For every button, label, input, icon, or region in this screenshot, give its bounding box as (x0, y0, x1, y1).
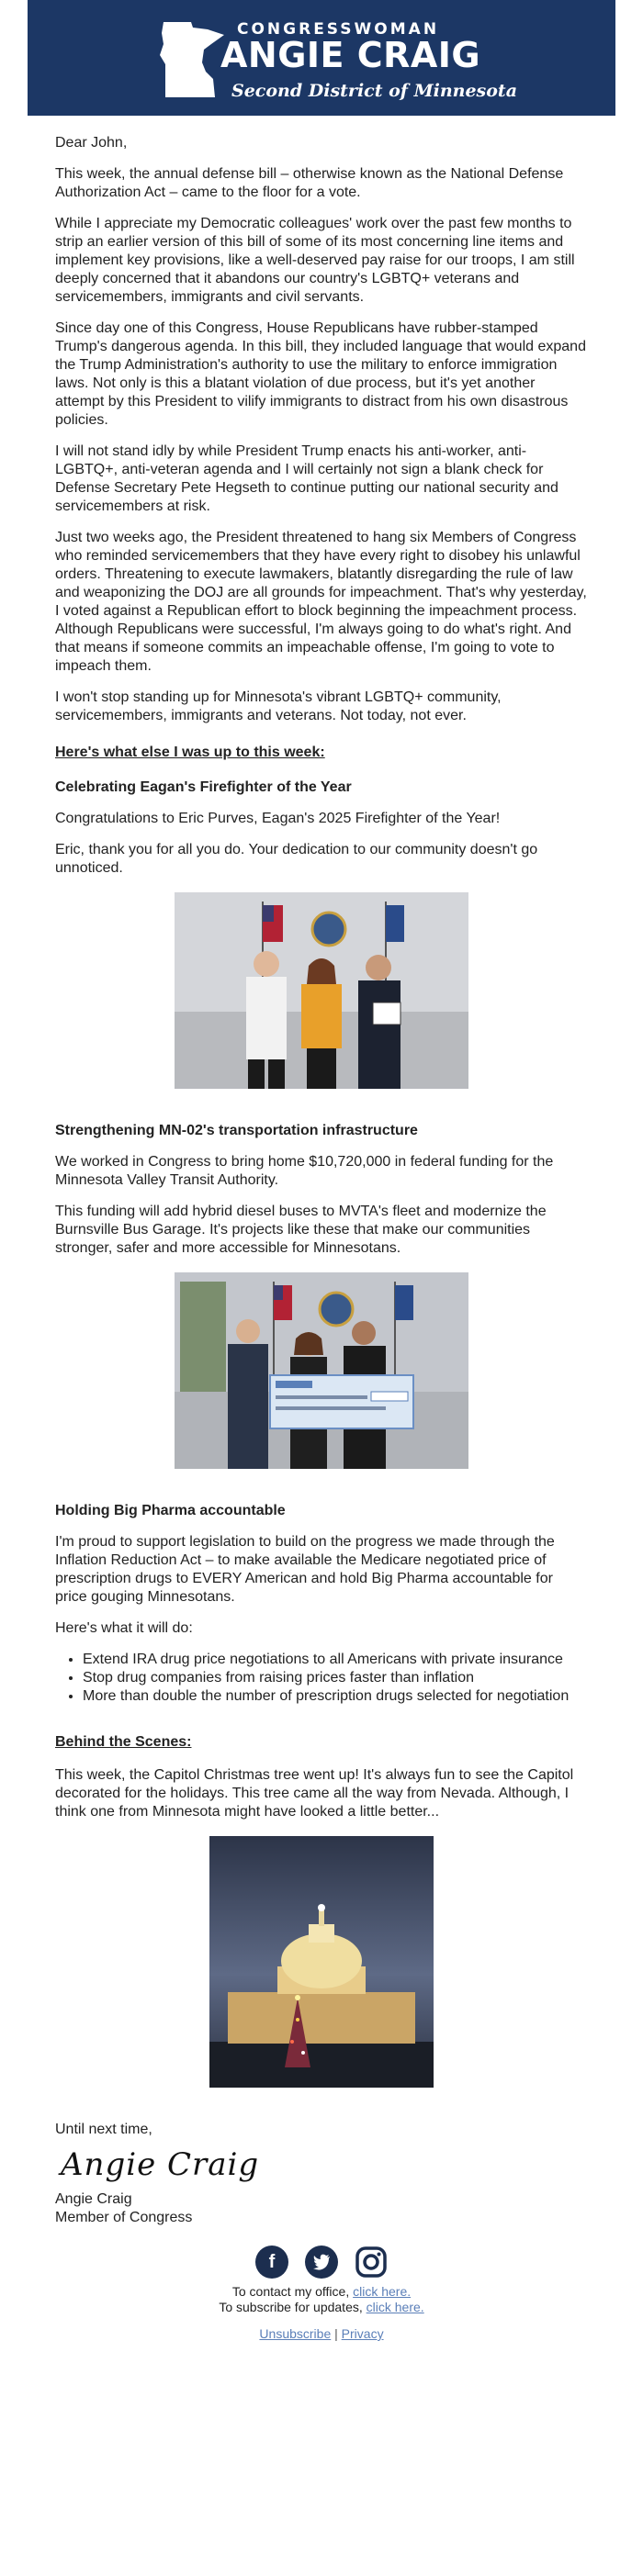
firefighter-paragraph: Eric, thank you for all you do. Your dedication to our community doesn't go unnoticed. (55, 842, 538, 876)
intro-paragraph: Just two weeks ago, the President threatened to hang six Members of Congress who reminded servicemembers that they have every right to disobey his unlawful orders. Threatening to execute lawmakers, blatantly disregarding the rule of law and weaponizing the DOJ are all grounds for impeachment. That's why yesterday, I voted against a Republican effort to block beginning the impeachment process. Although Republicans were successful, I'm always going to do what's right. And that means if someone commits an impeachable offense, I'm going to vote to impeach them. (55, 530, 587, 674)
pharma-bullet-list (55, 1651, 588, 1706)
social-links (55, 2246, 588, 2279)
scenes-heading: Behind the Scenes: (55, 1734, 192, 1750)
subscribe-text: To subscribe for updates, (219, 2300, 367, 2314)
facebook-icon[interactable]: f (255, 2246, 288, 2279)
list-item: • More than double the number of prescription drugs selected for negotiation (83, 1687, 588, 1706)
firefighter-photo (175, 892, 468, 1089)
contact-line (55, 2284, 588, 2300)
privacy-link[interactable]: Privacy (341, 2326, 384, 2341)
unsubscribe-link[interactable]: Unsubscribe (259, 2326, 332, 2341)
list-item: • Extend IRA drug price negotiations to all Americans with private insurance (83, 1651, 588, 1669)
greeting: Dear John, (55, 135, 128, 151)
separator: | (334, 2326, 338, 2341)
else-heading: Here's what else I was up to this week: (55, 745, 325, 760)
pharma-title: Holding Big Pharma accountable (55, 1503, 286, 1518)
email-body (55, 116, 588, 2360)
legal-links (55, 2326, 588, 2342)
twitter-icon[interactable] (305, 2246, 338, 2279)
list-item: • Stop drug companies from raising prices faster than inflation (83, 1669, 588, 1687)
intro-paragraph: I will not stand idly by while President Trump enacts his anti-worker, anti-LGBTQ+, anti-veteran agenda and I will certainly not sign a blank check for Defense Secretary Pete Hegseth to continue putting our national security and servicemembers at risk. (55, 443, 558, 514)
intro-paragraph: I won't stop standing up for Minnesota's vibrant LGBTQ+ community, servicemembers, immigrants and veterans. Not today, not ever. (55, 689, 502, 723)
contact-link[interactable]: click here. (353, 2284, 412, 2299)
instagram-icon[interactable] (355, 2246, 388, 2279)
header-name: ANGIE CRAIG (220, 35, 481, 75)
header-district: Second District of Minnesota (231, 81, 518, 101)
pharma-paragraph: I'm proud to support legislation to build on the progress we made through the Inflation Reduction Act – to make available the Medicare negotiated price of prescription drugs to EVERY American and hold Big Pharma accountable for price gouging Minnesotans. (55, 1534, 555, 1605)
firefighter-title: Celebrating Eagan's Firefighter of the Year (55, 779, 352, 795)
footer (55, 2227, 588, 2360)
transit-paragraph: This funding will add hybrid diesel buses to MVTA's fleet and modernize the Burnsville Bus Garage. It's projects like these that make our communities stronger, safer and more accessible for Minnesotans. (55, 1204, 547, 1256)
transit-check-photo (175, 1272, 468, 1469)
intro-paragraph: Since day one of this Congress, House Republicans have rubber-stamped Trump's dangerous agenda. In this bill, they included language that would expand the Trump Administration's authority to use the military to enforce immigration laws. Not only is this a blatant violation of due process, but it's yet another attempt by this President to vilify immigrants to distract from his own disastrous policies. (55, 320, 586, 428)
header-banner (28, 0, 615, 116)
header-congresswoman: CONGRESSWOMAN (237, 20, 440, 39)
pharma-paragraph: Here's what it will do: (55, 1620, 193, 1636)
scenes-paragraph: This week, the Capitol Christmas tree went up! It's always fun to see the Capitol decorated for the holidays. This tree came all the way from Nevada. Although, I think one from Minnesota might have looked a little better... (55, 1767, 574, 1820)
transit-paragraph: We worked in Congress to bring home $10,720,000 in federal funding for the Minnesota Valley Transit Authority. (55, 1154, 554, 1188)
capitol-tree-photo (209, 1836, 434, 2088)
signer-name: Angie Craig (55, 2191, 132, 2207)
signer-role: Member of Congress (55, 2210, 193, 2225)
transit-title: Strengthening MN-02's transportation infrastructure (55, 1123, 418, 1138)
minnesota-map-icon (156, 18, 230, 101)
signature-image: Angie Craig (61, 2146, 260, 2183)
intro-paragraph: This week, the annual defense bill – otherwise known as the National Defense Authorization Act – came to the floor for a vote. (55, 166, 564, 200)
closing: Until next time, (55, 2122, 152, 2137)
intro-paragraph: While I appreciate my Democratic colleagues' work over the past few months to strip an earlier version of this bill of some of its most concerning line items and implement key provisions, like a well-deserved pay raise for our troops, I am still deeply concerned that it abandons our country's LGBTQ+ veterans and servicemembers, immigrants and civil servants. (55, 216, 575, 305)
contact-text: To contact my office, (231, 2284, 354, 2299)
firefighter-paragraph: Congratulations to Eric Purves, Eagan's 2025 Firefighter of the Year! (55, 811, 501, 826)
subscribe-line (55, 2300, 588, 2315)
subscribe-link[interactable]: click here. (366, 2300, 424, 2314)
signoff (55, 2121, 588, 2227)
